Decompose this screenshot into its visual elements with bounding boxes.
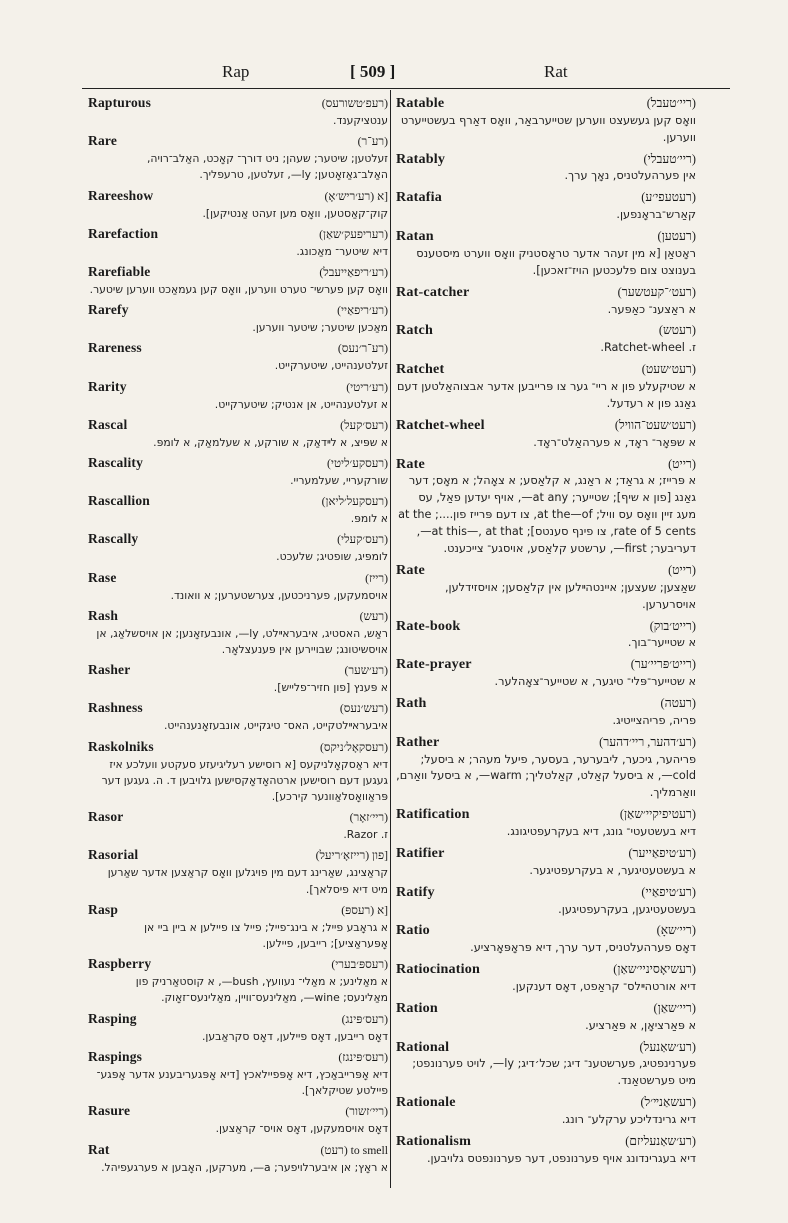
pronunciation: (רע־ר) — [357, 135, 388, 149]
entry-headline — [396, 1093, 696, 1112]
dictionary-entry — [396, 960, 696, 996]
entry-headline — [88, 94, 388, 113]
definition: ראָטאַן [א מין זעהר אדער טראָסטניק וואָס ווערט מיסטענס בענוצט צום פלעכטען הויז־זאכען]. — [416, 246, 696, 277]
definition: קראַצינג, שאַרינג דעם מין פויגלען וואָס קראַצען אדער שאַרען מיט דיא פיסלאך]. — [107, 866, 388, 896]
headword: Rational — [396, 1038, 450, 1055]
headword: Ratiocination — [396, 961, 481, 978]
pronunciation: (רעס׳פּינגז) — [338, 1050, 388, 1064]
pronunciation: (רע׳ריטי) — [346, 380, 388, 394]
definition: א ראָץ; אן איבערלויפער; a—, מערקען, האָבען א פערגעפיהל. — [101, 1160, 388, 1174]
dictionary-entry — [88, 132, 388, 183]
entry-headline — [396, 1132, 696, 1151]
dictionary-entry — [88, 301, 388, 336]
dictionary-entry — [396, 921, 696, 957]
entry-headline — [396, 844, 696, 863]
dictionary-entry — [396, 883, 696, 919]
dictionary-entry — [88, 901, 388, 952]
entry-headline — [396, 617, 696, 636]
headword: Rapturous — [88, 95, 152, 110]
pronunciation: (רעש) — [359, 609, 388, 623]
headword: Ratan — [396, 228, 434, 245]
definition: א שפּיצ, א לײדאַק, א שורקע, א שעלמאַק, א לומפּ. — [153, 435, 388, 449]
entry-headline — [396, 921, 696, 940]
headword: Rate — [396, 455, 425, 472]
definition: א מאַלינע; א מאַלי־ נעוועץ, bush—, א קוסטאַרניק פון מאַלינעס; wine—, מאַלינעס־וויין, מאַלינעס־זאָוק. — [135, 975, 388, 1005]
pronunciation: (רעס׳פּינג) — [341, 1012, 388, 1026]
headword: Rasure — [88, 1103, 131, 1119]
headword: Rather — [396, 733, 440, 750]
definition: דיא אורטהײלס־ קראַפט, דאָס דענקען. — [512, 979, 696, 993]
pronunciation: (רעט׳־קעטשער) — [617, 284, 696, 299]
dictionary-entry — [396, 150, 696, 186]
pronunciation: (רע׳שאַנעל) — [639, 1039, 696, 1054]
definition: ענטציקענד. — [333, 114, 388, 127]
pronunciation: (רע׳ריפאַיי) — [337, 304, 388, 318]
definition: א פּרייז; א גראַד; א ראַנג, א קלאַסע; א צאָהל; א מאָס; דער גאַנג [פון א שיף]; שטייער; at any—, אויף יעדען פאַל, עס מעג זיין וואָס עס וויל; at the—of, צו דעם פּרייז פון....; at the rate of 5 cents, צו פינף סענטס]; at this—, at that—, דעריבער; first—, ערשטע קלאַסע, אויסגע־ צייכענט. — [398, 474, 696, 555]
entry-headline — [396, 999, 696, 1018]
dictionary-entry — [88, 738, 388, 806]
definition: זעלטען; שיטער; שעהן; ניט דורך־ קאָכט, האַלב־רויה, האַלב־גאַזאָטען; ly—, זעלטען, טרעפליך. — [146, 152, 388, 182]
column-divider — [390, 90, 391, 1188]
pronunciation: (רייט׳פּריי׳ער) — [630, 657, 696, 672]
pronunciation: (ריי׳זאָר) — [349, 811, 388, 825]
entry-headline — [88, 1141, 388, 1160]
definition: קוק־קאַסטען, וואָס מען זעהט אַנטיקען]. — [202, 206, 388, 220]
pronunciation: (רעסקעל׳ליאן) — [321, 495, 388, 509]
dictionary-entry — [396, 416, 696, 452]
definition: זעלטענהייט, שיטערקייט. — [274, 359, 388, 373]
dictionary-entry — [396, 360, 696, 413]
pronunciation: (רייט) — [668, 456, 696, 471]
dictionary-entry — [396, 321, 696, 357]
definition: וואָס קען געשעצט ווערען שטייערבאַר, וואָס דאַרף בעשטייערט ווערען. — [400, 113, 696, 144]
headword: Rash — [88, 607, 119, 623]
dictionary-entry — [88, 846, 388, 897]
pronunciation: (ריי׳שאָ) — [656, 923, 696, 938]
header-rule — [82, 88, 730, 89]
dictionary-entry — [396, 844, 696, 880]
header-left-guide-word: Rap — [222, 62, 250, 81]
entry-headline — [88, 492, 388, 511]
headword: Rarefaction — [88, 225, 159, 241]
definition: א גראָבע פייל; א בינג־פייל; פייל צו פיילען א ביין ביי אן אָפּעראַציע]; רייבען, פיילען. — [144, 920, 388, 951]
dictionary-entry — [88, 339, 388, 374]
headword: Ration — [396, 999, 438, 1016]
page-number: [ 509 ] — [350, 62, 396, 81]
entry-headline — [396, 94, 696, 113]
entry-headline — [88, 1010, 388, 1029]
entry-headline — [396, 561, 696, 580]
entry-headline — [396, 188, 696, 207]
entry-headline — [88, 738, 388, 757]
definition: קאַרש־בראָנפען. — [616, 208, 696, 222]
entry-headline — [88, 607, 388, 626]
headword: Rarefiable — [88, 264, 151, 280]
entry-headline — [88, 187, 388, 206]
headword: Rascally — [88, 531, 139, 547]
pronunciation: to smell (רעט) — [320, 1143, 388, 1157]
pronunciation: (רעשיאָסיניי׳שאַן) — [613, 962, 696, 977]
headword: Ratch — [396, 322, 434, 339]
headword: Raskolniks — [88, 738, 154, 754]
entry-headline — [88, 699, 388, 718]
headword: Rasping — [88, 1010, 137, 1026]
definition: לומפּיג, שופטיג; שלעכט. — [276, 550, 388, 564]
headword: Rath — [396, 695, 427, 711]
page-header — [82, 62, 722, 88]
definition: דיא שיטער־ מאַכונג. — [296, 244, 388, 258]
entry-headline — [88, 955, 388, 974]
headword: Rase — [88, 569, 117, 585]
definition: דיא בעגרינדונג אויף פערנונפט, דער פערנונפטס גלויבען. — [426, 1151, 696, 1165]
headword: Rascality — [88, 455, 144, 471]
headword: Rareeshow — [88, 187, 154, 203]
entry-headline — [88, 454, 388, 473]
pronunciation: (רעשאַנײ׳ל) — [640, 1095, 696, 1110]
headword: Ratio — [396, 922, 430, 939]
dictionary-entry — [396, 283, 696, 319]
pronunciation: (ריי׳טעבל) — [646, 96, 696, 110]
definition: א לומפּ. — [350, 512, 388, 526]
pronunciation: (רעטען) — [657, 229, 696, 244]
dictionary-entry — [88, 1141, 388, 1176]
definition: בעשטעטיגען, בעקרעפטיגען. — [558, 902, 696, 916]
entry-headline — [88, 132, 388, 151]
entry-headline — [396, 805, 696, 824]
dictionary-entry — [88, 699, 388, 734]
pronunciation: (רע׳שאַנעליזם) — [625, 1133, 696, 1148]
pronunciation: (רעס׳קעלי) — [337, 533, 388, 547]
definition: דיא בעשטעטי־ גונג, דיא בעקרעפטיגונג. — [506, 825, 696, 839]
dictionary-entry — [88, 94, 388, 129]
definition: ראַש, האסטיג, איבעראײלט, ly—, אונבעזאָנען; אן אויסשלאַג, אן אויסשיטונג; שבויירען אין פּענעצלאָר. — [96, 626, 388, 657]
definition: א שטיקעלע פון א ריי־ גער צו פּרייבען אדער אבצוהאַלטען דעם גאַנג פון א רעדעל. — [397, 379, 696, 410]
entry-headline — [88, 661, 388, 680]
pronunciation: (רע־ר׳נעס) — [337, 342, 388, 356]
dictionary-entry — [396, 805, 696, 841]
pronunciation: (רעטש) — [658, 323, 696, 338]
pronunciation: (ריי׳זשור) — [345, 1105, 388, 1119]
entry-headline — [88, 416, 388, 435]
dictionary-entry — [88, 955, 388, 1006]
pronunciation: (רעסקע׳ליטי) — [326, 457, 388, 471]
definition: א שטייער־בוך. — [627, 636, 696, 650]
dictionary-entry — [396, 733, 696, 803]
pronunciation: (רעספּ׳בערי) — [331, 958, 388, 972]
pronunciation: (רע׳טיפאַייער) — [628, 846, 696, 860]
right-column — [396, 94, 696, 1171]
pronunciation: (רעט׳שעט) — [641, 362, 696, 377]
definition: ז. Ratchet-wheel. — [600, 341, 696, 355]
definition: דאָס אויסמעקען, דאָס אויס־ קראַצען. — [215, 1122, 388, 1136]
definition: דיא אָפּרייבאַכץ, דיא אָפּפיילאכץ [דיא אָפּגעריבענע אדער אָפּגע־ פיילטע שטיקלאך]. — [96, 1067, 388, 1098]
dictionary-entry — [396, 655, 696, 691]
dictionary-entry — [396, 94, 696, 147]
definition: פערנינפטיג, פערשטענ־ דיג; שכל׳דיג; ly—, לויט פערנונפט; מיט פערשטאַנד. — [412, 1057, 696, 1088]
pronunciation: (רעטעפי׳ע) — [641, 190, 696, 205]
pronunciation: (רייז) — [365, 571, 388, 585]
headword: Ratification — [396, 806, 470, 823]
entry-headline — [88, 225, 388, 244]
pronunciation: (רעט׳שעט־הוויל) — [614, 417, 696, 432]
headword: Rat — [88, 1141, 110, 1157]
definition: דאָס פערהעלטניס, דער ערך, דיא פּראָפּאָרציע. — [470, 941, 696, 955]
entry-headline — [88, 1048, 388, 1067]
pronunciation: (ריי׳טעבלי) — [643, 151, 696, 166]
entry-headline — [396, 655, 696, 674]
definition: א בעשטעטיגער, א בעקרעפטיגער. — [529, 863, 696, 877]
definition: דיא ראַסקאָלניקעס [א רוסישע רעליגיעזע סעקטע וועלכע איז געגען דעם רוסישען ארטהאָדאָקסישען גלויבען ד. ה. געגען דער פּראַוואָסלאַוונער קירכע]. — [101, 757, 388, 804]
entry-headline — [396, 694, 696, 713]
entry-headline — [88, 301, 388, 320]
entry-headline — [396, 883, 696, 902]
pronunciation: [א (רעספּ) — [341, 903, 388, 917]
definition: דאָס רייבען, דאָס פיילען, דאָס סקראַבען. — [201, 1029, 388, 1043]
pronunciation: [א (רע׳ריש׳אָ) — [324, 189, 388, 203]
pronunciation: (רעס׳קעל) — [340, 418, 388, 432]
headword: Ratafia — [396, 189, 443, 206]
dictionary-entry — [88, 492, 388, 527]
pronunciation: (רעש׳נעס) — [339, 702, 388, 716]
entry-headline — [396, 455, 696, 474]
left-column — [88, 94, 388, 1179]
pronunciation: (רע׳ריפאַייעבל) — [319, 266, 388, 280]
pronunciation: (רעסקאָל׳ניקס) — [320, 740, 388, 754]
entry-headline — [88, 846, 388, 865]
pronunciation: (רעטה) — [660, 696, 696, 710]
entry-headline — [396, 283, 696, 302]
headword: Ratifier — [396, 845, 445, 861]
dictionary-entry — [88, 808, 388, 843]
dictionary-entry — [396, 227, 696, 280]
headword: Ratable — [396, 95, 445, 111]
entry-headline — [396, 733, 696, 752]
entry-headline — [396, 360, 696, 379]
pronunciation: (רע׳דהער, ריי׳דהער) — [599, 734, 696, 749]
headword: Rashness — [88, 700, 143, 716]
entry-headline — [88, 378, 388, 397]
dictionary-entry — [396, 1038, 696, 1091]
definition: א פּאַרציאָן, א פּאַרציע. — [585, 1018, 696, 1032]
dictionary-entry — [88, 1010, 388, 1045]
dictionary-entry — [88, 1102, 388, 1137]
definition: שורקעריי, שעלמעריי. — [290, 474, 388, 488]
headword: Ratably — [396, 150, 446, 167]
headword: Rasher — [88, 662, 131, 678]
entry-headline — [88, 569, 388, 588]
dictionary-entry — [88, 530, 388, 565]
pronunciation: (רע׳שער) — [344, 664, 388, 678]
dictionary-entry — [88, 607, 388, 658]
dictionary-entry — [396, 694, 696, 730]
headword: Rate-book — [396, 617, 461, 634]
definition: א פּענץ [פון חזיר־פלייש]. — [273, 681, 388, 695]
dictionary-entry — [396, 1132, 696, 1168]
headword: Rationale — [396, 1094, 456, 1111]
dictionary-entry — [88, 263, 388, 298]
header-right-guide-word: Rat — [544, 62, 568, 81]
entry-headline — [88, 901, 388, 920]
dictionary-entry — [396, 561, 696, 614]
definition: א שטייער־פּלי־ טיגער, א שטייער־צאָהלער. — [494, 675, 696, 689]
dictionary-entry — [88, 569, 388, 604]
pronunciation: (רעריפעק׳שאַן) — [319, 227, 388, 241]
definition: א שפּאָר־ ראָד, א פערהאַלט־ראָד. — [533, 435, 696, 449]
definition: אויסמעקען, פערניכטען, צערשטערען; א וואונד. — [170, 588, 388, 602]
headword: Rat-catcher — [396, 283, 470, 300]
entry-headline — [396, 227, 696, 246]
entry-headline — [396, 1038, 696, 1057]
definition: פריהער, גיכער, ליבערער, בעסער, פיעל מעהר; א ביסעל; cold—, א ביסעל קאַלט, קאַלטליך; warm—, א ביסעל וואַרם, וואַרמליך. — [396, 752, 696, 800]
dictionary-entry — [88, 661, 388, 696]
headword: Rasor — [88, 809, 124, 825]
pronunciation: (רעטיפיקיי׳שאַן) — [619, 807, 696, 822]
pronunciation: (רע׳טיפאַיי) — [641, 884, 696, 899]
dictionary-entry — [88, 225, 388, 260]
headword: Rasorial — [88, 847, 139, 863]
definition: א זעלטענהייט, אן אנטיק; שיטערקייט. — [214, 397, 388, 411]
headword: Rare — [88, 133, 118, 149]
headword: Rarity — [88, 378, 127, 394]
entry-headline — [88, 263, 388, 282]
pronunciation: (רייט) — [668, 562, 696, 577]
dictionary-entry — [88, 378, 388, 413]
entry-headline — [88, 530, 388, 549]
headword: Rasp — [88, 901, 119, 917]
headword: Rarefy — [88, 302, 129, 318]
dictionary-entry — [396, 1093, 696, 1129]
headword: Rascallion — [88, 493, 151, 509]
headword: Ratify — [396, 883, 435, 900]
entry-headline — [396, 321, 696, 340]
dictionary-entry — [88, 187, 388, 222]
definition: איבעראײלטקייט, האס־ טיגקייט, אונבעזאָנענהייט. — [164, 719, 388, 733]
dictionary-entry — [396, 188, 696, 224]
headword: Rate-prayer — [396, 656, 472, 673]
headword: Rate — [396, 561, 425, 578]
definition: דיא גרינדליכע ערקלע־ רונג. — [561, 1113, 696, 1127]
headword: Rareness — [88, 340, 142, 356]
dictionary-entry — [396, 999, 696, 1035]
pronunciation: [פון (רייזאָ׳ריעל) — [315, 849, 388, 863]
dictionary-entry — [88, 1048, 388, 1099]
headword: Raspberry — [88, 956, 152, 972]
entry-headline — [396, 150, 696, 169]
entry-headline — [88, 808, 388, 827]
definition: ז. Razor. — [343, 828, 388, 842]
entry-headline — [88, 1102, 388, 1121]
dictionary-entry — [396, 455, 696, 558]
definition: א ראַצענ־ כאַפּער. — [607, 302, 696, 316]
headword: Raspings — [88, 1048, 143, 1064]
pronunciation: (ריי׳שאַן) — [653, 1000, 696, 1015]
entry-headline — [88, 339, 388, 358]
entry-headline — [396, 960, 696, 979]
dictionary-entry — [396, 617, 696, 653]
headword: Ratchet-wheel — [396, 416, 485, 433]
pronunciation: (רייט׳בוק) — [649, 618, 696, 633]
headword: Rascal — [88, 416, 128, 432]
pronunciation: (רעפ׳טשורעס) — [321, 97, 388, 110]
definition: וואָס קען פערשי־ טערט ווערען, וואָס קען געמאַכט ווערען שיטער. — [89, 283, 388, 297]
definition: אין פערהעלטניס, נאָך ערך. — [564, 169, 696, 183]
definition: שאַצען; שעצען; איינטהײלען אין קלאַסען; אויסזידלען, אויסרערען. — [444, 580, 696, 611]
definition: פריה, פריהצייטיג. — [612, 713, 696, 727]
dictionary-entry — [88, 454, 388, 489]
headword: Rationalism — [396, 1132, 472, 1149]
dictionary-entry — [88, 416, 388, 451]
headword: Ratchet — [396, 361, 445, 378]
entry-headline — [396, 416, 696, 435]
definition: מאַכען שיטער; שיטער ווערען. — [252, 321, 388, 335]
